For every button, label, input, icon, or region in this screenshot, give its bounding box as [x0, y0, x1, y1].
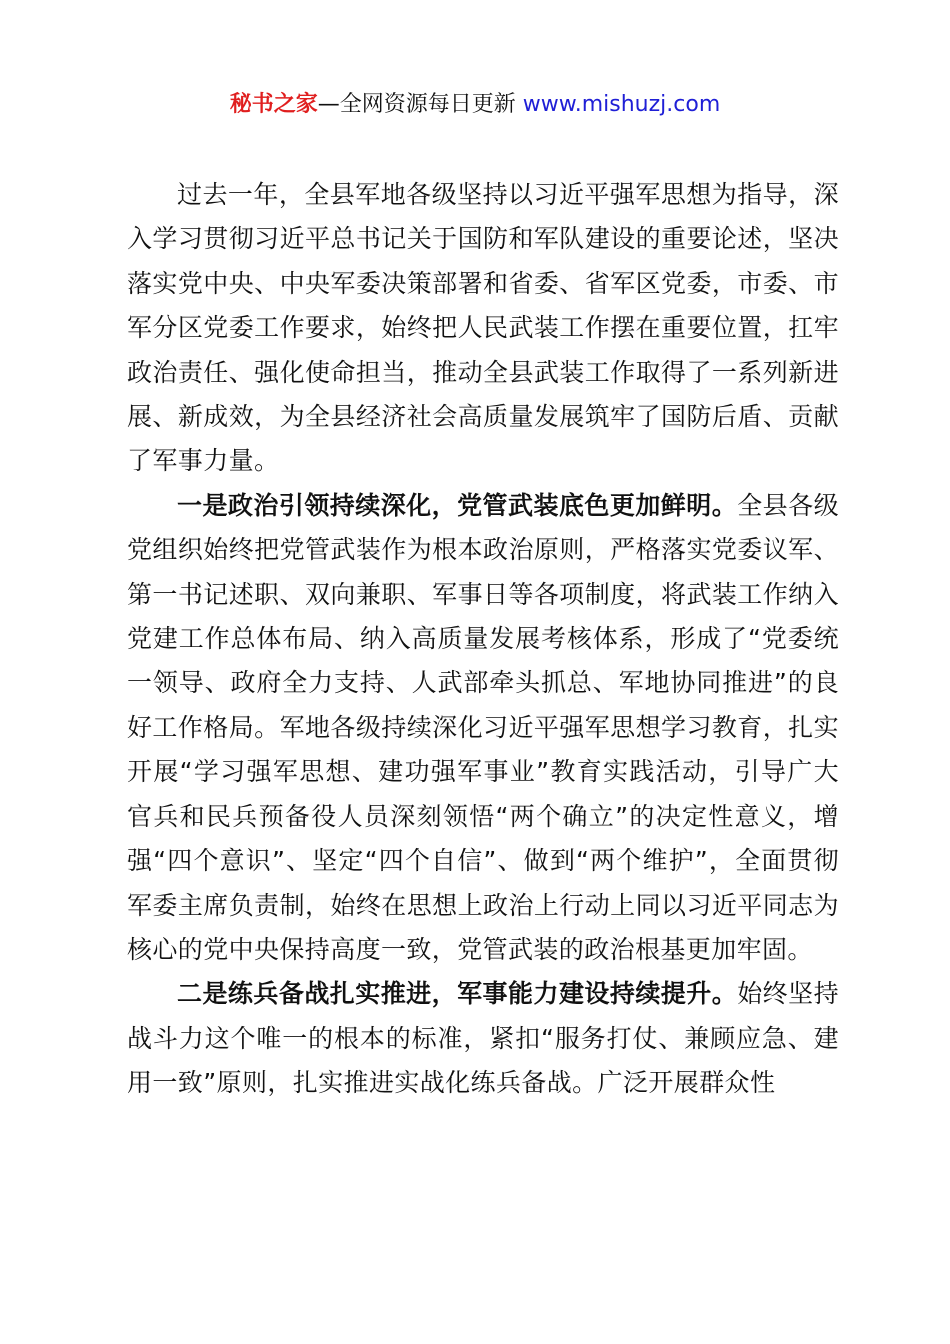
document-body: [127, 173, 839, 1106]
paragraph-lead-heading: 二是练兵备战扎实推进，军事能力建设持续提升。: [177, 979, 738, 1009]
paragraph-training-readiness: [127, 972, 839, 1105]
paragraph-text: 始终坚持战斗力这个唯一的根本的标准，紧扣“服务打仗、兼顾应急、建用一致”原则，扎实推进实战化练兵备战。广泛开展群众性: [127, 979, 839, 1098]
document-header: [0, 88, 950, 122]
header-tagline: —全网资源每日更新: [317, 92, 523, 117]
paragraph-intro: [127, 173, 839, 484]
paragraph-text: 过去一年，全县军地各级坚持以习近平强军思想为指导，深入学习贯彻习近平总书记关于国防和军队建设的重要论述，坚决落实党中央、中央军委决策部署和省委、省军区党委，市委、市军分区党委工作要求，始终把人民武装工作摆在重要位置，扛牢政治责任、强化使命担当，推动全县武装工作取得了一系列新进展、新成效，为全县经济社会高质量发展筑牢了国防后盾、贡献了军事力量。: [127, 180, 839, 476]
paragraph-political-guidance: [127, 484, 839, 972]
paragraph-text: 全县各级党组织始终把党管武装作为根本政治原则，严格落实党委议军、第一书记述职、双向兼职、军事日等各项制度，将武装工作纳入党建工作总体布局、纳入高质量发展考核体系，形成了“党委统一领导、政府全力支持、人武部牵头抓总、军地协同推进”的良好工作格局。军地各级持续深化习近平强军思想学习教育，扎实开展“学习强军思想、建功强军事业”教育实践活动，引导广大官兵和民兵预备役人员深刻领悟“两个确立”的决定性意义，增强“四个意识”、坚定“四个自信”、做到“两个维护”，全面贯彻军委主席负责制，始终在思想上政治上行动上同以习近平同志为核心的党中央保持高度一致，党管武装的政治根基更加牢固。: [127, 490, 839, 964]
paragraph-lead-heading: 一是政治引领持续深化，党管武装底色更加鲜明。: [177, 490, 738, 520]
brand-name: 秘书之家: [229, 92, 318, 117]
site-url-link[interactable]: www.mishuzj.com: [522, 92, 721, 117]
